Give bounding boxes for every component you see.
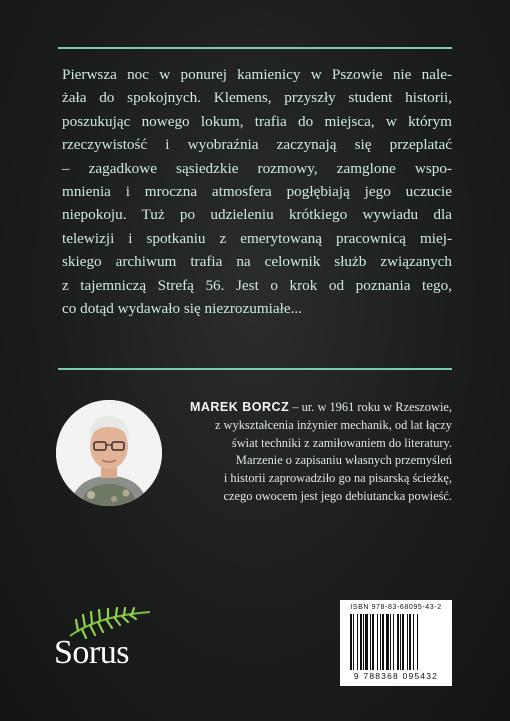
blurb-line: co dotąd wydawało się niezrozumiałe... <box>62 300 302 318</box>
publisher-name: Sorus <box>54 634 129 671</box>
author-photo <box>56 400 162 506</box>
blurb-line: z tajemniczą Strefą 56. Jest o krok od poznania tego, <box>62 276 452 294</box>
blurb-line: rzeczywistość i wyobraźnia zaczynają się przeplatać <box>62 136 452 154</box>
top-divider <box>58 47 452 49</box>
author-bio-line: i historii zaprowadziło go na pisarską ścieżkę, <box>223 471 452 486</box>
isbn-digits: 9 788368 095432 <box>353 671 439 681</box>
bottom-divider <box>58 368 452 370</box>
blurb-line: – zagadkowe sąsiedzkie rozmowy, zamglone wspo- <box>62 159 452 177</box>
publisher-logo <box>52 606 162 678</box>
author-bio-intro: – ur. w 1961 roku w Rzeszowie, <box>289 400 452 414</box>
author-bio-line: świat techniki z zamiłowaniem do literatury. <box>231 435 452 450</box>
author-bio-line: Marzenie o zapisaniu własnych przemyśleń <box>235 453 452 468</box>
barcode-icon <box>348 614 444 670</box>
book-blurb <box>62 63 452 320</box>
isbn-label: ISBN 978-83-68095-43-2 <box>350 604 442 611</box>
blurb-line: Pierwsza noc w ponurej kamienicy w Pszowie nie nale- <box>62 66 452 83</box>
author-bio-line: z wykształcenia inżynier mechanik, od lat łączy <box>214 417 452 432</box>
blurb-line: poszukując nowego lokum, trafia do miejsca, w którym <box>62 112 452 130</box>
blurb-line: skiego archiwum trafia na celownik służb związanych <box>62 253 452 271</box>
author-name: MAREK BORCZ <box>189 400 290 414</box>
blurb-line: niepokoju. Tuż po udzieleniu krótkiego wywiadu dla <box>62 206 452 224</box>
blurb-line: żała do spokojnych. Klemens, przyszły student historii, <box>62 89 452 107</box>
isbn-barcode <box>340 600 452 686</box>
author-bio-first-line <box>174 399 452 417</box>
blurb-line: telewizji i spotkaniu z emerytowaną pracownicą miej- <box>62 229 452 247</box>
author-bio <box>174 399 452 506</box>
author-bio-line: czego owocem jest jego debiutancka powieść. <box>223 488 452 503</box>
blurb-line: mnienia i mroczna atmosfera pogłębiają jego uczucie <box>62 183 452 201</box>
